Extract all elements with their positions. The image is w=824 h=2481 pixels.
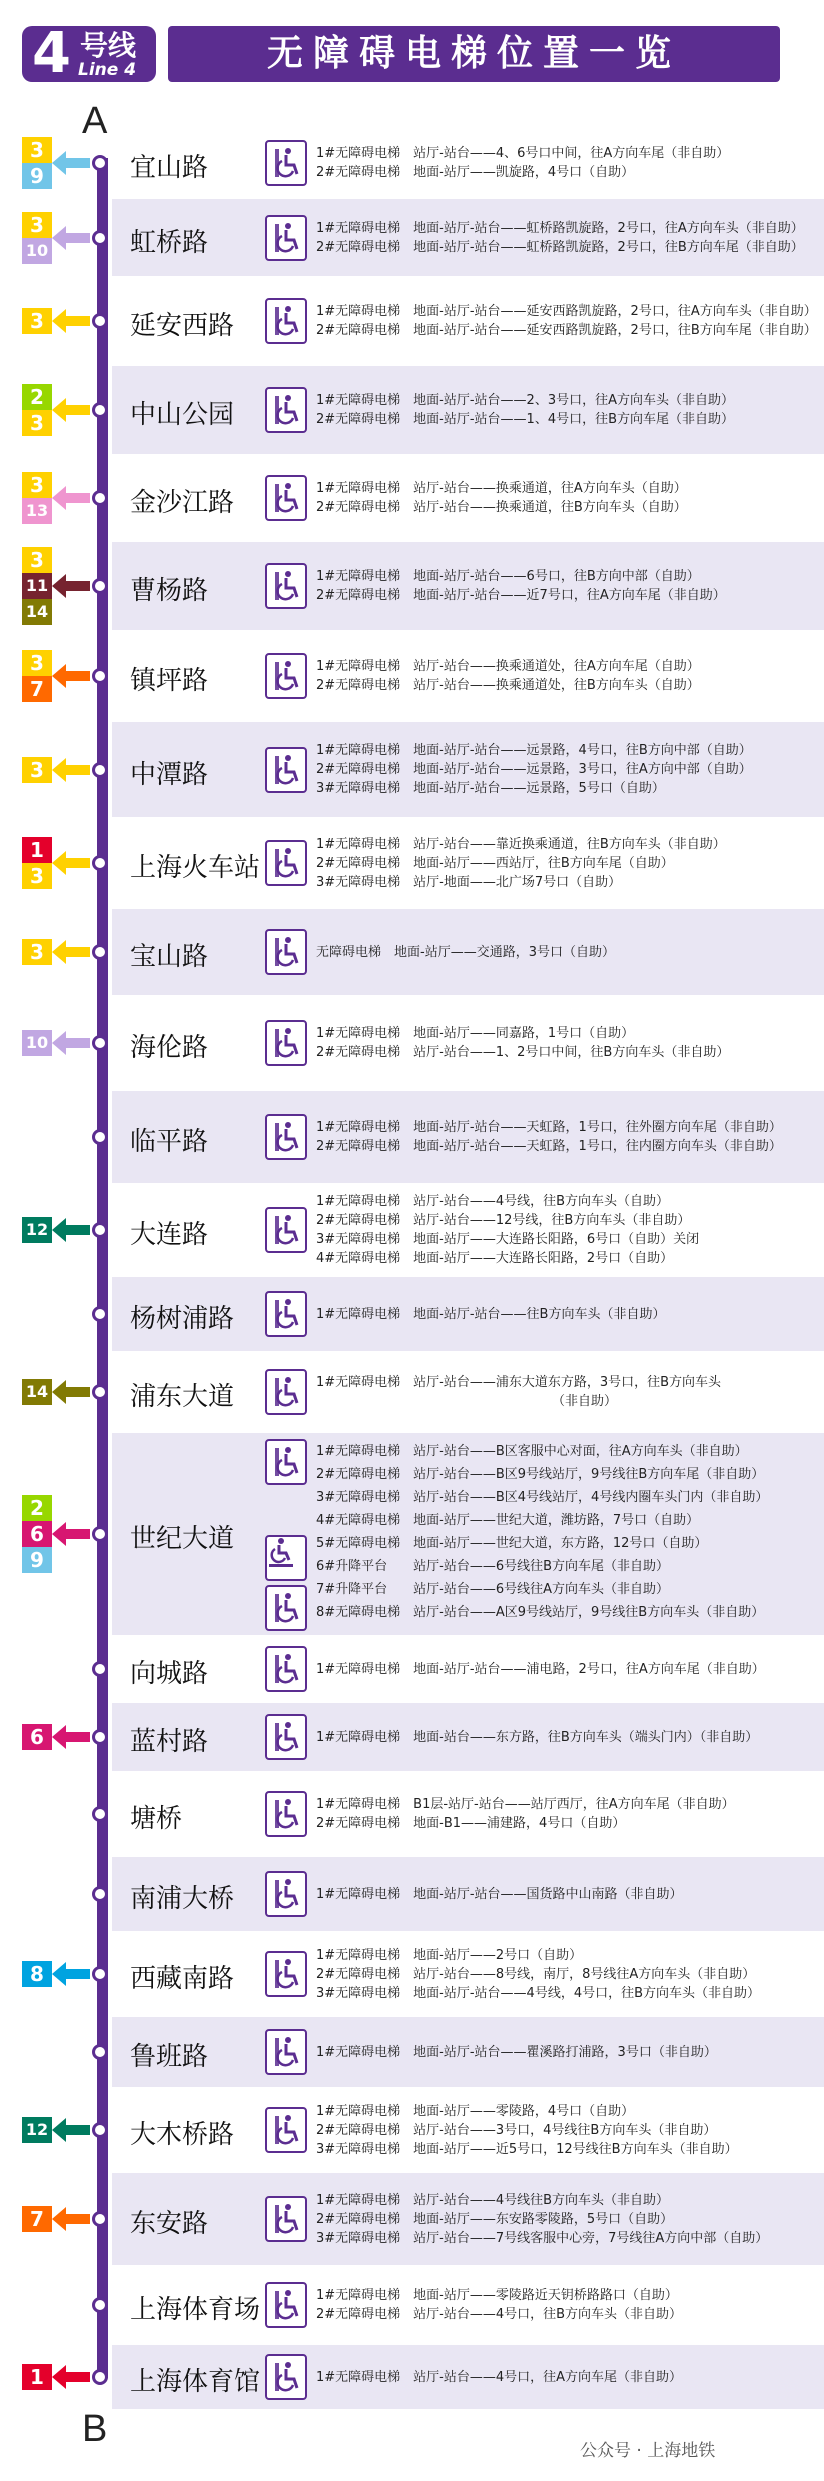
transfer-arrow-icon xyxy=(52,2206,90,2232)
elevator-entry: 2#无障碍电梯 地面-站厅-站台——远景路，3号口，往A方向中部（自助） xyxy=(316,762,752,777)
transfer-arrow-icon xyxy=(52,2117,90,2143)
station-node xyxy=(92,155,108,171)
wheelchair-icon xyxy=(265,840,307,886)
elevator-entry: 3#无障碍电梯 站厅-站台——7号线客服中心旁，7号线往A方向中部（自助） xyxy=(316,2230,769,2246)
station-node xyxy=(92,762,108,778)
transfer-arrow-icon xyxy=(52,1030,90,1056)
station-name: 上海火车站 xyxy=(130,853,261,883)
wheelchair-icon xyxy=(265,2282,307,2328)
wheelchair-icon xyxy=(265,140,307,186)
station-node xyxy=(92,2369,108,2385)
elevator-entry: 1#无障碍电梯 站厅-站台——4号线，往B方向车头（自助） xyxy=(316,1194,670,1209)
transfer-line-badge: 9 xyxy=(22,163,52,189)
station-name: 宜山路 xyxy=(130,152,209,183)
station-node xyxy=(92,1222,108,1238)
transfer-line-badge: 6 xyxy=(22,1724,52,1750)
elevator-entry: 1#无障碍电梯 站厅-站台——浦东大道东方路，3号口，往B方向车头 xyxy=(316,1375,722,1390)
lift-platform-icon xyxy=(265,1535,307,1581)
elevator-entry: 1#无障碍电梯 地面-站厅-站台——2、3号口，往A方向车头（非自助） xyxy=(316,393,734,408)
transfer-arrow-icon xyxy=(52,485,90,511)
elevator-entry: 1#无障碍电梯 地面-站厅-站台——天虹路，1号口，往外圈方向车尾（非自助） xyxy=(316,1120,782,1135)
elevator-entry: 8#无障碍电梯 站厅-站台——A区9号线站厅，9号线往B方向车头（非自助） xyxy=(316,1605,765,1620)
transfer-line-badge: 12 xyxy=(22,1217,52,1243)
transfer-arrow-icon xyxy=(52,1521,90,1547)
elevator-entry: 3#无障碍电梯 地面-站厅——大连路长阳路，6号口（自助）关闭 xyxy=(316,1232,700,1247)
elevator-entry: 3#无障碍电梯 地面-站厅——近5号口，12号线往B方向车头（非自助） xyxy=(316,2141,738,2157)
wheelchair-icon xyxy=(265,2107,307,2153)
transfer-line-badge: 3 xyxy=(22,863,52,889)
wheelchair-icon xyxy=(265,563,307,609)
station-name: 中潭路 xyxy=(130,759,209,790)
elevator-entry: 1#无障碍电梯 地面-站厅-站台——6号口，往B方向中部（自助） xyxy=(316,569,700,584)
station-node xyxy=(92,855,108,871)
elevator-entry: 1#无障碍电梯 地面-站厅-站台——瞿溪路打浦路，3号口（非自助） xyxy=(316,2044,717,2060)
station-band xyxy=(112,542,824,630)
elevator-entry: 1#无障碍电梯 地面-站厅-站台——国货路中山南路（非自助） xyxy=(316,1886,683,1902)
transfer-arrow-icon xyxy=(52,397,90,423)
transfer-arrow-icon xyxy=(52,757,90,783)
wheelchair-icon xyxy=(265,1020,307,1066)
station-node xyxy=(92,1886,108,1902)
elevator-entry: 2#无障碍电梯 站厅-站台——3号口，4号线往B方向车头（非自助） xyxy=(316,2122,717,2138)
elevator-entry: 2#无障碍电梯 站厅-站台——1、2号口中间，往B方向车头（非自助） xyxy=(316,1045,730,1060)
transfer-arrow-icon xyxy=(52,2364,90,2390)
station-band xyxy=(112,1091,824,1183)
station-node xyxy=(92,313,108,329)
station-name: 上海体育馆 xyxy=(130,2367,261,2397)
elevator-entry: 1#无障碍电梯 地面-站厅-站台——远景路，4号口，往B方向中部（自助） xyxy=(316,743,752,758)
wheelchair-icon xyxy=(265,1114,307,1160)
elevator-entry: 1#无障碍电梯 站厅-站台——靠近换乘通道，往B方向车头（非自助） xyxy=(316,836,726,852)
transfer-arrow-icon xyxy=(52,939,90,965)
elevator-entry: 2#无障碍电梯 站厅-站台——12号线，往B方向车头（非自助） xyxy=(316,1213,691,1228)
station-band xyxy=(112,199,824,276)
transfer-line-badge: 14 xyxy=(22,599,52,625)
elevator-entry: 1#无障碍电梯 站厅-站台——4号线往B方向车头（非自助） xyxy=(316,2192,670,2208)
station-node xyxy=(92,668,108,684)
wheelchair-icon xyxy=(265,1585,307,1631)
elevator-entry: 2#无障碍电梯 站厅-站台——换乘通道处，往B方向车头（自助） xyxy=(316,678,700,693)
wheelchair-icon xyxy=(265,1291,307,1337)
station-name: 南浦大桥 xyxy=(130,1884,235,1914)
transfer-arrow-icon xyxy=(52,850,90,876)
transfer-arrow-icon xyxy=(52,663,90,689)
elevator-entry: 2#无障碍电梯 站厅-站台——8号线，南厅，8号线往A方向车头（非自助） xyxy=(316,1966,756,1982)
elevator-entry: 2#无障碍电梯 站厅-站台——换乘通道，往B方向车头（自助） xyxy=(316,500,687,515)
transfer-line-badge: 7 xyxy=(22,676,52,702)
line-number: 4 xyxy=(32,21,71,86)
station-node xyxy=(92,944,108,960)
transfer-arrow-icon xyxy=(52,1379,90,1405)
station-node xyxy=(92,1129,108,1145)
station-name: 塘桥 xyxy=(130,1804,183,1834)
station-name: 大木桥路 xyxy=(130,2120,235,2150)
elevator-entry: 1#无障碍电梯 地面-站厅-站台——延安西路凯旋路，2号口，往A方向车头（非自助） xyxy=(316,304,817,319)
transfer-line-badge: 10 xyxy=(22,1030,52,1056)
station-name: 蓝村路 xyxy=(130,1727,209,1757)
transfer-line-badge: 3 xyxy=(22,939,52,965)
elevator-entry: 1#无障碍电梯 地面-站厅——同嘉路，1号口（自助） xyxy=(316,1026,635,1041)
station-name: 曹杨路 xyxy=(130,576,209,606)
station-name: 西藏南路 xyxy=(130,1964,235,1994)
station-node xyxy=(92,2122,108,2138)
elevator-entry: 2#无障碍电梯 地面-站厅——西站厅，往B方向车尾（自助） xyxy=(316,855,674,871)
elevator-entry: 1#无障碍电梯 站厅-站台——换乘通道处，往A方向车尾（自助） xyxy=(316,659,700,674)
wheelchair-icon xyxy=(265,929,307,975)
elevator-entry: 1#无障碍电梯 地面-站厅-站台——浦电路，2号口，往A方向车尾（非自助） xyxy=(316,1661,765,1677)
station-node xyxy=(92,1966,108,1982)
station-name: 上海体育场 xyxy=(130,2295,261,2325)
elevator-entry: 4#无障碍电梯 地面-站厅——大连路长阳路，2号口（自助） xyxy=(316,1251,674,1266)
station-node xyxy=(92,490,108,506)
station-name: 金沙江路 xyxy=(130,488,235,518)
elevator-entry: 5#无障碍电梯 地面-站厅——世纪大道，东方路，12号口（自助） xyxy=(316,1536,708,1551)
wheelchair-icon xyxy=(265,1369,307,1415)
transfer-arrow-icon xyxy=(52,225,90,251)
wheelchair-icon xyxy=(265,215,307,261)
station-node xyxy=(92,1035,108,1051)
station-node xyxy=(92,2297,108,2313)
station-node xyxy=(92,1806,108,1822)
elevator-entry: 2#无障碍电梯 站厅-站台——4号口，往B方向车头（非自助） xyxy=(316,2307,683,2322)
transfer-line-badge: 13 xyxy=(22,498,52,524)
elevator-entry: （非自助） xyxy=(552,1394,618,1409)
station-name: 镇坪路 xyxy=(130,666,209,696)
elevator-entry: 3#无障碍电梯 地面-站厅-站台——4号线，4号口，往B方向车头（非自助） xyxy=(316,1985,761,2001)
transfer-line-badge: 3 xyxy=(22,212,52,238)
elevator-entry: 无障碍电梯 地面-站厅——交通路，3号口（自助） xyxy=(316,944,615,960)
transfer-line-badge: 2 xyxy=(22,384,52,410)
wheelchair-icon xyxy=(265,1646,307,1692)
transfer-line-badge: 1 xyxy=(22,2364,52,2390)
station-name: 向城路 xyxy=(130,1659,209,1689)
elevator-entry: 1#无障碍电梯 站厅-站台——B区客服中心对面，往A方向车头（非自助） xyxy=(316,1444,748,1459)
station-name: 浦东大道 xyxy=(130,1382,235,1412)
line-badge xyxy=(22,21,156,86)
station-node xyxy=(92,2044,108,2060)
footer-source: 公众号 · 上海地铁 xyxy=(580,2441,716,2461)
elevator-entry: 1#无障碍电梯 地面-站厅-站台——往B方向车头（非自助） xyxy=(316,1306,666,1322)
station-name: 大连路 xyxy=(130,1220,209,1250)
wheelchair-icon xyxy=(265,1439,307,1485)
elevator-entry: 1#无障碍电梯 地面-站台——东方路，往B方向车头（端头门内）（非自助） xyxy=(316,1729,759,1745)
page-title: 无障碍电梯位置一览 xyxy=(168,26,780,82)
station-node xyxy=(92,402,108,418)
transfer-line-badge: 6 xyxy=(22,1521,52,1547)
elevator-entry: 2#无障碍电梯 地面-B1——浦建路，4号口（自助） xyxy=(316,1816,626,1831)
transfer-line-badge: 10 xyxy=(22,238,52,264)
station-name: 世纪大道 xyxy=(130,1524,235,1554)
station-node xyxy=(92,1384,108,1400)
elevator-entry: 2#无障碍电梯 地面-站厅-站台——延安西路凯旋路，2号口，往B方向车尾（非自助） xyxy=(316,323,817,338)
transfer-arrow-icon xyxy=(52,1961,90,1987)
elevator-entry: 1#无障碍电梯 地面-站厅——零陵路近天钥桥路路口（自助） xyxy=(316,2288,678,2303)
transfer-line-badge: 3 xyxy=(22,757,52,783)
elevator-entry: 2#无障碍电梯 地面-站厅——东安路零陵路，5号口（自助） xyxy=(316,2211,674,2227)
elevator-entry: 1#无障碍电梯 站厅-站台——4号口，往A方向车尾（非自助） xyxy=(316,2369,683,2385)
station-name: 中山公园 xyxy=(130,400,235,430)
wheelchair-icon xyxy=(265,2029,307,2075)
transfer-line-badge: 3 xyxy=(22,650,52,676)
station-node xyxy=(92,578,108,594)
elevator-entry: 1#无障碍电梯 站厅-站台——4、6号口中间，往A方向车尾（非自助） xyxy=(316,145,730,161)
transfer-arrow-icon xyxy=(52,1724,90,1750)
station-name: 鲁班路 xyxy=(130,2042,209,2072)
line-hao: 号线 xyxy=(80,29,137,62)
elevator-entry: 2#无障碍电梯 地面-站厅-站台——1、4号口，往B方向车尾（非自助） xyxy=(316,412,735,427)
station-node xyxy=(92,1661,108,1677)
station-node xyxy=(92,1526,108,1542)
wheelchair-icon xyxy=(265,1791,307,1837)
wheelchair-icon xyxy=(265,653,307,699)
line-english: Line 4 xyxy=(78,60,137,80)
transfer-line-badge: 7 xyxy=(22,2206,52,2232)
station-name: 延安西路 xyxy=(130,311,235,341)
end-label-top: A xyxy=(82,100,108,142)
station-name: 杨树浦路 xyxy=(130,1304,235,1334)
elevator-entry: 1#无障碍电梯 B1层-站厅-站台——站厅西厅，往A方向车尾（非自助） xyxy=(316,1797,735,1812)
transfer-line-badge: 11 xyxy=(22,573,52,599)
elevator-entry: 3#无障碍电梯 地面-站厅-站台——远景路，5号口（自助） xyxy=(316,781,665,796)
wheelchair-icon xyxy=(265,1714,307,1760)
transfer-arrow-icon xyxy=(52,150,90,176)
transfer-line-badge: 14 xyxy=(22,1379,52,1405)
elevator-entry: 1#无障碍电梯 站厅-站台——换乘通道，往A方向车头（自助） xyxy=(316,481,687,496)
wheelchair-icon xyxy=(265,2354,307,2400)
elevator-entry: 2#无障碍电梯 地面-站厅-站台——近7号口，往A方向车尾（非自助） xyxy=(316,588,726,603)
elevator-entry: 1#无障碍电梯 地面-站厅——2号口（自助） xyxy=(316,1947,583,1963)
wheelchair-icon xyxy=(265,1951,307,1997)
wheelchair-icon xyxy=(265,298,307,344)
station-name: 宝山路 xyxy=(130,942,209,972)
transfer-line-badge: 3 xyxy=(22,137,52,163)
transfer-arrow-icon xyxy=(52,308,90,334)
station-name: 临平路 xyxy=(130,1127,209,1157)
station-node xyxy=(92,1306,108,1322)
elevator-entry: 4#无障碍电梯 地面-站厅——世纪大道，潍坊路，7号口（自助） xyxy=(316,1513,700,1528)
transfer-arrow-icon xyxy=(52,1217,90,1243)
elevator-entry: 2#无障碍电梯 地面-站厅-站台——虹桥路凯旋路，2号口，往B方向车尾（非自助） xyxy=(316,239,804,255)
transfer-line-badge: 3 xyxy=(22,410,52,436)
elevator-entry: 2#无障碍电梯 地面-站厅——凯旋路，4号口（自助） xyxy=(316,164,635,180)
elevator-entry: 3#无障碍电梯 站厅-站台——B区4号线站厅，4号线内圈车头门内（非自助） xyxy=(316,1490,769,1505)
transfer-line-badge: 2 xyxy=(22,1495,52,1521)
station-name: 海伦路 xyxy=(130,1033,209,1063)
wheelchair-icon xyxy=(265,1207,307,1253)
transfer-line-badge: 9 xyxy=(22,1547,52,1573)
elevator-entry: 1#无障碍电梯 地面-站厅-站台——虹桥路凯旋路，2号口，往A方向车头（非自助） xyxy=(316,220,804,236)
transfer-line-badge: 3 xyxy=(22,547,52,573)
transfer-line-badge: 3 xyxy=(22,308,52,334)
transfer-line-badge: 8 xyxy=(22,1961,52,1987)
station-name: 虹桥路 xyxy=(130,227,209,258)
end-label-bottom: B xyxy=(82,2408,108,2450)
elevator-entry: 1#无障碍电梯 地面-站厅——零陵路，4号口（自助） xyxy=(316,2103,635,2119)
elevator-entry: 3#无障碍电梯 站厅-地面——北广场7号口（自助） xyxy=(316,874,622,890)
elevator-entry: 6#升降平台 站厅-站台——6号线往B方向车尾（非自助） xyxy=(316,1559,670,1574)
elevator-entry: 2#无障碍电梯 站厅-站台——B区9号线站厅，9号线往B方向车尾（非自助） xyxy=(316,1467,765,1482)
station-node xyxy=(92,230,108,246)
transfer-line-badge: 1 xyxy=(22,837,52,863)
elevator-entry: 2#无障碍电梯 地面-站厅-站台——天虹路，1号口，往内圈方向车头（非自助） xyxy=(316,1139,782,1154)
wheelchair-icon xyxy=(265,475,307,521)
wheelchair-icon xyxy=(265,2196,307,2242)
station-node xyxy=(92,1729,108,1745)
wheelchair-icon xyxy=(265,1871,307,1917)
transfer-line-badge: 12 xyxy=(22,2117,52,2143)
transfer-arrow-icon xyxy=(52,573,90,599)
elevator-entry: 7#升降平台 站厅-站台——6号线往A方向车头（非自助） xyxy=(316,1582,670,1597)
wheelchair-icon xyxy=(265,747,307,793)
transfer-line-badge: 3 xyxy=(22,472,52,498)
station-name: 东安路 xyxy=(130,2209,209,2239)
station-node xyxy=(92,2211,108,2227)
wheelchair-icon xyxy=(265,387,307,433)
